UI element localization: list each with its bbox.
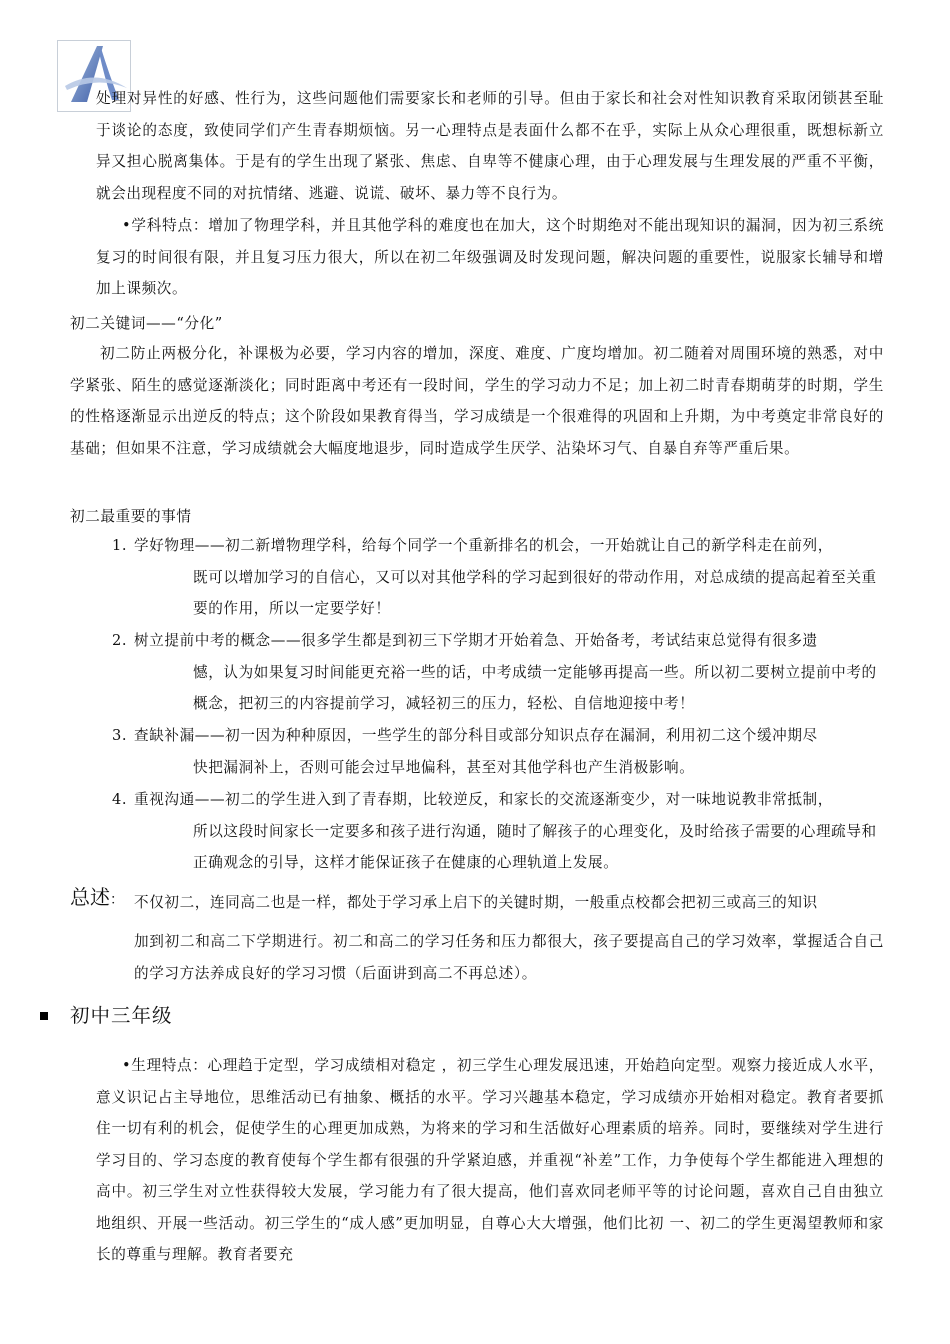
list-item-number: 4.: [112, 791, 128, 808]
list-item-text: 重视沟通——初二的学生进入到了青春期，比较逆反，和家长的交流逐渐变少，对一味地说教非常抵制，: [134, 791, 833, 808]
summary-paragraph: 加到初二和高二下学期进行。初二和高二的学习任务和压力都很大，孩子要提高自己的学习效率，掌握适合自己的学习方法养成良好的学习习惯（后面讲到高二不再总述）。: [134, 933, 884, 982]
list-item-text: 学好物理——初二新增物理学科，给每个同学一个重新排名的机会，一开始就让自己的新学科走在前列，: [134, 537, 833, 554]
summary-first-line: 不仅初二，连同高二也是一样，都处于学习承上启下的关键时期，一般重点校都会把初三或高三的知识: [134, 894, 818, 911]
list-item: [112, 784, 884, 879]
important-heading: 初二最重要的事情: [70, 508, 192, 525]
list-item-continuation: 既可以增加学习的自信心，又可以对其他学科的学习起到很好的带动作用，对总成绩的提高起着至关重要的作用，所以一定要学好！: [193, 568, 877, 617]
list-item-number: 3.: [112, 727, 128, 744]
list-item: [112, 720, 884, 783]
list-item-continuation: 憾，认为如果复习时间能更充裕一些的话，中考成绩一定能够再提高一些。所以初二要树立提前中考的概念，把初三的内容提前学习，减轻初三的压力，轻松、自信地迎接中考！: [193, 663, 877, 712]
section-bullet-icon: [40, 1012, 48, 1020]
summary-colon: ：: [110, 892, 124, 908]
keyword-paragraph: 初二防止两极分化，补课极为必要，学习内容的增加，深度、难度、广度均增加。初二随着对周围环境的熟悉，对中学紧张、陌生的感觉逐渐淡化；同时距离中考还有一段时间，学生的学习动力不足；加上初二时青春期萌芽的时期，学生的性格逐渐显示出逆反的特点；这个阶段如果教育得当，学习成绩是一个很难得的巩固和上升期，为中考奠定非常良好的基础；但如果不注意，学习成绩就会大幅度地退步，同时造成学生厌学、沾染坏习气、自暴自弃等严重后果。: [70, 345, 884, 457]
list-item-number: 1.: [112, 537, 128, 554]
grade3-paragraph: •生理特点：心理趋于定型，学习成绩相对稳定 ，初三学生心理发展迅速，开始趋向定型。观察力接近成人水平，意义识记占主导地位，思维活动已有抽象、概括的水平。学习兴趣基本稳定，学习成绩亦开始相对稳定。教育者要抓住一切有利的机会，促使学生的心理更加成熟，为将来的学习和生活做好心理素质的培养。同时，要继续对学生进行学习目的、学习态度的教育使每个学生都有很强的升学紧迫感，并重视“补差”工作，力争使每个学生都能进入理想的高中。初三学生对立性获得较大发展，学习能力有了很大提高，他们喜欢同老师平等的讨论问题，喜欢自己自由独立地组织、开展一些活动。初三学生的“成人感”更加明显，自尊心大大增强，他们比初 一、初二的学生更渴望教师和家长的尊重与理解。教育者要充: [96, 1057, 884, 1263]
intro-paragraph: 处理对异性的好感、性行为，这些问题他们需要家长和老师的引导。但由于家长和社会对性知识教育采取闭锁甚至耻于谈论的态度，致使同学们产生青春期烦恼。另一心理特点是表面什么都不在乎，实际上从众心理很重，既想标新立异又担心脱离集体。于是有的学生出现了紧张、焦虑、自卑等不健康心理，由于心理发展与生理发展的严重不平衡，就会出现程度不同的对抗情绪、逃避、说谎、破坏、暴力等不良行为。: [96, 90, 884, 202]
summary-label: 总述: [70, 885, 110, 909]
list-item-text: 树立提前中考的概念——很多学生都是到初三下学期才开始着急、开始备考，考试结束总觉得有很多遗: [134, 632, 818, 649]
list-item-text: 查缺补漏——初一因为种种原因，一些学生的部分科目或部分知识点存在漏洞，利用初二这个缓冲期尽: [134, 727, 818, 744]
list-item: [112, 625, 884, 720]
list-item-continuation: 快把漏洞补上，否则可能会过早地偏科，甚至对其他学科也产生消极影响。: [193, 758, 695, 776]
keyword-heading: 初二关键词——“分化”: [70, 315, 223, 332]
list-item-continuation: 所以这段时间家长一定要多和孩子进行沟通，随时了解孩子的心理变化，及时给孩子需要的心理疏导和正确观念的引导，这样才能保证孩子在健康的心理轨道上发展。: [193, 822, 877, 871]
list-item-number: 2.: [112, 632, 128, 649]
summary-heading: [70, 881, 124, 910]
subject-paragraph: •学科特点：增加了物理学科，并且其他学科的难度也在加大，这个时期绝对不能出现知识的漏洞，因为初三系统复习的时间很有限，并且复习压力很大，所以在初二年级强调及时发现问题，解决问题的重要性，说服家长辅导和增加上课频次。: [96, 217, 884, 297]
list-item: [112, 530, 884, 625]
section-title: 初中三年级: [70, 1004, 173, 1027]
